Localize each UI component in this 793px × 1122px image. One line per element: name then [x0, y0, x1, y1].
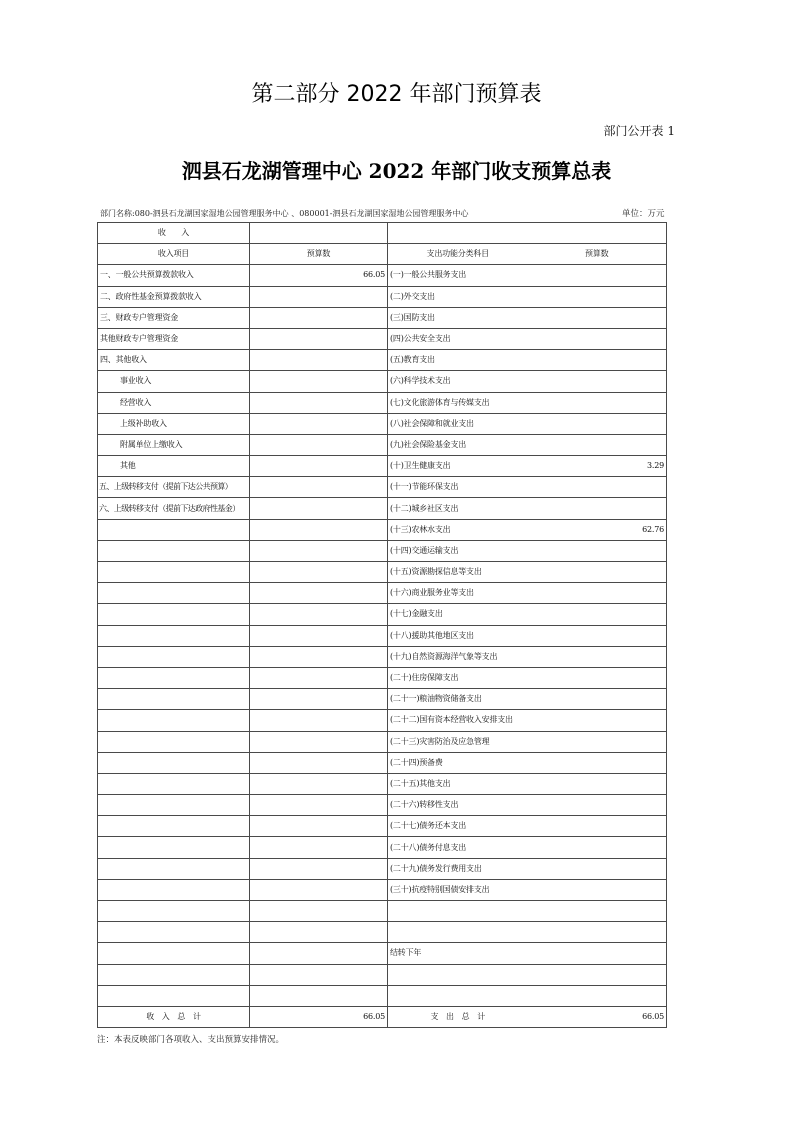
income-amount-cell — [250, 816, 388, 837]
income-item-cell: 五、上级转移支付（提前下达公共预算） — [98, 477, 250, 498]
income-item-cell — [98, 731, 250, 752]
expense-item-cell: (二十八)债务付息支出 — [388, 837, 528, 858]
empty-cell — [528, 985, 667, 1006]
expense-amount-cell — [528, 879, 667, 900]
income-amount-cell — [250, 350, 388, 371]
income-amount-cell — [250, 795, 388, 816]
empty-cell — [528, 964, 667, 985]
income-item-cell — [98, 583, 250, 604]
income-item-cell — [98, 879, 250, 900]
table-row — [98, 498, 667, 519]
income-amount-cell — [250, 604, 388, 625]
expense-item-cell: (二十四)预备费 — [388, 752, 528, 773]
income-amount-cell: 66.05 — [250, 265, 388, 286]
empty-cell — [388, 223, 528, 244]
expense-amount-cell — [528, 816, 667, 837]
empty-cell — [250, 223, 388, 244]
unit-label: 单位：万元 — [622, 209, 665, 219]
expense-item-cell: (六)科学技术支出 — [388, 371, 528, 392]
income-item-cell — [98, 689, 250, 710]
expense-amount-cell — [528, 413, 667, 434]
expense-item-cell: (二十)住房保障支出 — [388, 667, 528, 688]
expense-amount-cell — [528, 498, 667, 519]
income-amount-cell — [250, 328, 388, 349]
expense-amount-cell — [528, 265, 667, 286]
expense-item-cell: (十三)农林水支出 — [388, 519, 528, 540]
expense-item-cell: (二十五)其他支出 — [388, 773, 528, 794]
empty-cell — [528, 223, 667, 244]
table-row — [98, 816, 667, 837]
expense-amount-cell — [528, 583, 667, 604]
income-item-cell — [98, 837, 250, 858]
table-row — [98, 583, 667, 604]
expense-item-cell: (二十六)转移性支出 — [388, 795, 528, 816]
income-total-label: 收 入 总 计 — [98, 1006, 250, 1027]
expense-amount-cell — [528, 604, 667, 625]
empty-cell — [250, 943, 388, 964]
income-item-cell — [98, 816, 250, 837]
income-amount-cell — [250, 519, 388, 540]
income-amount-header: 预算数 — [250, 244, 388, 265]
income-amount-cell — [250, 710, 388, 731]
table-row — [98, 434, 667, 455]
income-amount-cell — [250, 858, 388, 879]
expense-item-cell: (十一)节能环保支出 — [388, 477, 528, 498]
income-amount-cell — [250, 583, 388, 604]
empty-cell — [250, 901, 388, 922]
table-row — [98, 519, 667, 540]
income-amount-cell — [250, 646, 388, 667]
column-header-row — [98, 244, 667, 265]
expense-item-cell: (十)卫生健康支出 — [388, 456, 528, 477]
expense-amount-cell — [528, 434, 667, 455]
expense-amount-cell — [528, 731, 667, 752]
expense-item-cell: (十六)商业服务业等支出 — [388, 583, 528, 604]
expense-amount-cell — [528, 667, 667, 688]
expense-amount-cell — [528, 477, 667, 498]
income-item-cell — [98, 604, 250, 625]
expense-amount-cell: 3.29 — [528, 456, 667, 477]
blank-row — [98, 964, 667, 985]
empty-cell — [388, 922, 528, 943]
expense-amount-cell — [528, 562, 667, 583]
expense-amount-cell — [528, 328, 667, 349]
table-row — [98, 265, 667, 286]
empty-cell — [528, 901, 667, 922]
income-total-value: 66.05 — [250, 1006, 388, 1027]
table-row — [98, 752, 667, 773]
income-item-cell: 六、上级转移支付（提前下达政府性基金） — [98, 498, 250, 519]
table-row — [98, 773, 667, 794]
expense-amount-cell — [528, 773, 667, 794]
expense-amount-cell — [528, 371, 667, 392]
empty-cell — [98, 922, 250, 943]
expense-amount-cell — [528, 286, 667, 307]
budget-summary-table — [97, 222, 667, 1028]
expense-item-cell: (二十一)粮油物资储备支出 — [388, 689, 528, 710]
expense-amount-cell — [528, 752, 667, 773]
expense-item-cell: (二十二)国有资本经营收入安排支出 — [388, 710, 528, 731]
empty-cell — [250, 985, 388, 1006]
income-amount-cell — [250, 625, 388, 646]
blank-row — [98, 901, 667, 922]
table-row — [98, 858, 667, 879]
expense-item-cell: (十九)自然资源海洋气象等支出 — [388, 646, 528, 667]
table-row — [98, 540, 667, 561]
income-item-cell: 经营收入 — [98, 392, 250, 413]
carry-forward-label: 结转下年 — [388, 943, 528, 964]
table-row — [98, 392, 667, 413]
totals-row — [98, 1006, 667, 1027]
table-row — [98, 286, 667, 307]
expense-item-cell: (十四)交通运输支出 — [388, 540, 528, 561]
expense-amount-cell — [528, 392, 667, 413]
table-row — [98, 667, 667, 688]
income-amount-cell — [250, 689, 388, 710]
expense-amount-cell: 62.76 — [528, 519, 667, 540]
table-row — [98, 477, 667, 498]
income-group-header: 收 入 — [98, 223, 250, 244]
income-item-cell — [98, 540, 250, 561]
income-amount-cell — [250, 773, 388, 794]
expense-item-cell: (一)一般公共服务支出 — [388, 265, 528, 286]
table-row — [98, 456, 667, 477]
income-item-cell: 二、政府性基金预算拨款收入 — [98, 286, 250, 307]
income-amount-cell — [250, 540, 388, 561]
blank-row — [98, 922, 667, 943]
expense-amount-cell — [528, 837, 667, 858]
empty-cell — [250, 922, 388, 943]
expense-total-label: 支 出 总 计 — [388, 1006, 528, 1027]
expense-item-cell: (十八)援助其他地区支出 — [388, 625, 528, 646]
income-amount-cell — [250, 392, 388, 413]
income-item-cell: 其他财政专户管理资金 — [98, 328, 250, 349]
income-item-cell — [98, 795, 250, 816]
income-amount-cell — [250, 498, 388, 519]
expense-item-header: 支出功能分类科目 — [388, 244, 528, 265]
expense-total-value: 66.05 — [528, 1006, 667, 1027]
expense-item-cell: (四)公共安全支出 — [388, 328, 528, 349]
income-amount-cell — [250, 667, 388, 688]
income-item-cell: 事业收入 — [98, 371, 250, 392]
expense-amount-cell — [528, 795, 667, 816]
expense-amount-cell — [528, 307, 667, 328]
blank-row — [98, 985, 667, 1006]
income-item-cell — [98, 773, 250, 794]
income-item-cell: 三、财政专户管理资金 — [98, 307, 250, 328]
table-number: 部门公开表 1 — [603, 124, 675, 138]
empty-cell — [98, 985, 250, 1006]
income-item-cell — [98, 646, 250, 667]
expense-item-cell: (八)社会保障和就业支出 — [388, 413, 528, 434]
expense-item-cell: (三)国防支出 — [388, 307, 528, 328]
expense-amount-cell — [528, 858, 667, 879]
table-row — [98, 795, 667, 816]
expense-item-cell: (二十九)债务发行费用支出 — [388, 858, 528, 879]
expense-item-cell: (七)文化旅游体育与传媒支出 — [388, 392, 528, 413]
table-row — [98, 646, 667, 667]
income-amount-cell — [250, 413, 388, 434]
income-item-cell: 附属单位上缴收入 — [98, 434, 250, 455]
income-item-cell — [98, 858, 250, 879]
income-amount-cell — [250, 434, 388, 455]
expense-item-cell: (十七)金融支出 — [388, 604, 528, 625]
income-amount-cell — [250, 371, 388, 392]
expense-item-cell: (十二)城乡社区支出 — [388, 498, 528, 519]
table-row — [98, 837, 667, 858]
income-amount-cell — [250, 879, 388, 900]
income-item-cell — [98, 752, 250, 773]
income-item-cell: 一、一般公共预算拨款收入 — [98, 265, 250, 286]
expense-amount-header: 预算数 — [528, 244, 667, 265]
table-row — [98, 689, 667, 710]
expense-item-cell: (二十三)灾害防治及应急管理 — [388, 731, 528, 752]
empty-cell — [250, 964, 388, 985]
income-item-cell — [98, 710, 250, 731]
expense-amount-cell — [528, 350, 667, 371]
expense-amount-cell — [528, 625, 667, 646]
income-item-cell: 四、其他收入 — [98, 350, 250, 371]
income-amount-cell — [250, 562, 388, 583]
income-item-cell: 其他 — [98, 456, 250, 477]
income-amount-cell — [250, 752, 388, 773]
empty-cell — [388, 985, 528, 1006]
empty-cell — [98, 943, 250, 964]
carry-forward-row — [98, 943, 667, 964]
income-amount-cell — [250, 731, 388, 752]
income-amount-cell — [250, 837, 388, 858]
income-amount-cell — [250, 307, 388, 328]
expense-amount-cell — [528, 540, 667, 561]
income-amount-cell — [250, 456, 388, 477]
empty-cell — [98, 964, 250, 985]
income-item-cell — [98, 562, 250, 583]
expense-item-cell: (十五)资源勘探信息等支出 — [388, 562, 528, 583]
income-amount-cell — [250, 286, 388, 307]
income-amount-cell — [250, 477, 388, 498]
empty-cell — [98, 901, 250, 922]
table-row — [98, 710, 667, 731]
department-label: 部门名称:080-泗县石龙湖国家湿地公园管理服务中心 、080001-泗县石龙湖国家湿地公园管理服务中心 — [100, 209, 469, 218]
table-row — [98, 879, 667, 900]
income-item-cell — [98, 667, 250, 688]
expense-item-cell: (二十七)债务还本支出 — [388, 816, 528, 837]
group-header-row — [98, 223, 667, 244]
table-row — [98, 371, 667, 392]
empty-cell — [388, 901, 528, 922]
empty-cell — [528, 943, 667, 964]
empty-cell — [528, 922, 667, 943]
expense-amount-cell — [528, 689, 667, 710]
expense-item-cell: (九)社会保险基金支出 — [388, 434, 528, 455]
expense-item-cell: (二)外交支出 — [388, 286, 528, 307]
income-item-header: 收入项目 — [98, 244, 250, 265]
table-title: 泗县石龙湖管理中心 2022 年部门收支预算总表 — [181, 159, 612, 183]
table-row — [98, 562, 667, 583]
table-row — [98, 328, 667, 349]
table-row — [98, 350, 667, 371]
footnote: 注：本表反映部门各项收入、支出预算安排情况。 — [97, 1035, 285, 1045]
expense-amount-cell — [528, 646, 667, 667]
empty-cell — [388, 964, 528, 985]
part-title: 第二部分 2022 年部门预算表 — [251, 82, 542, 107]
expense-item-cell: (三十)抗疫特别国债安排支出 — [388, 879, 528, 900]
expense-item-cell: (五)教育支出 — [388, 350, 528, 371]
income-item-cell: 上级补助收入 — [98, 413, 250, 434]
income-item-cell — [98, 519, 250, 540]
income-item-cell — [98, 625, 250, 646]
table-row — [98, 604, 667, 625]
expense-amount-cell — [528, 710, 667, 731]
table-row — [98, 731, 667, 752]
table-row — [98, 625, 667, 646]
table-row — [98, 307, 667, 328]
table-row — [98, 413, 667, 434]
